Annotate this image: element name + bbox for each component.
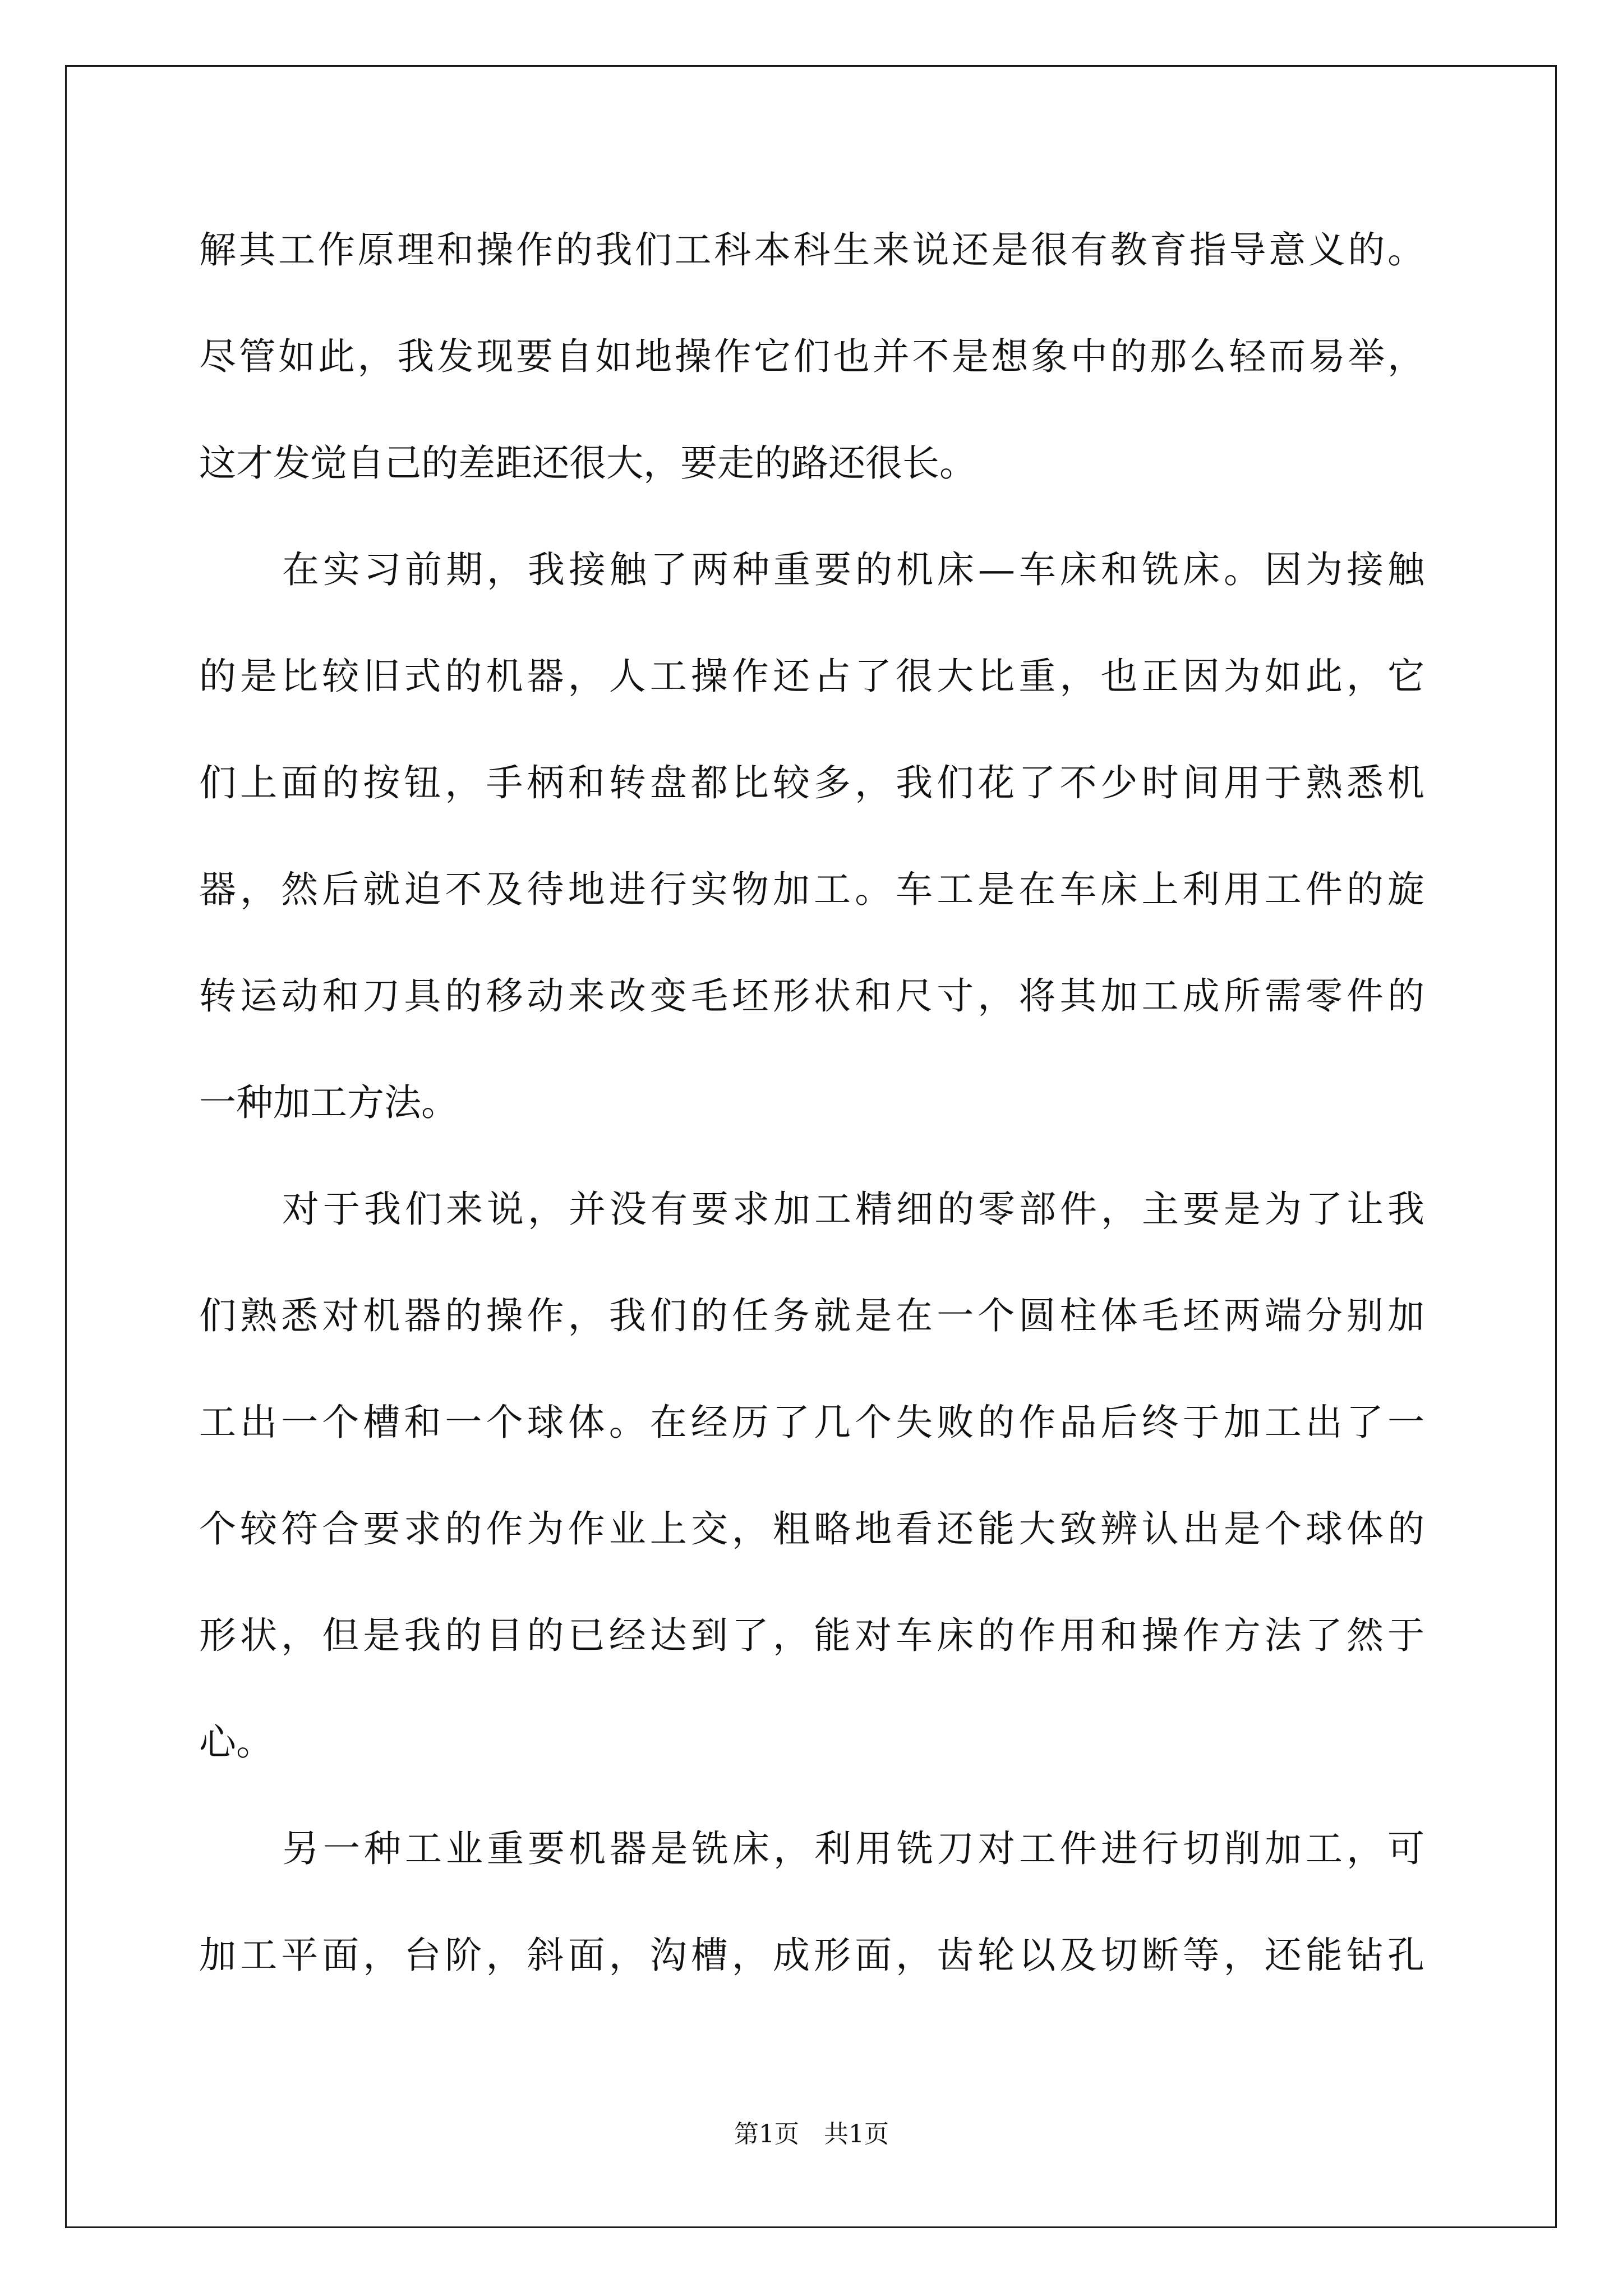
text-line: 心。 (199, 1720, 273, 1764)
text-line: 形状，但是我的目的已经达到了，能对车床的作用和操作方法了然于 (199, 1614, 1424, 1657)
page-number-current: 第1页 (734, 2120, 799, 2148)
paragraph-first-line: 对于我们来说，并没有要求加工精细的零部件，主要是为了让我 (282, 1188, 1424, 1231)
page-number-total: 共1页 (824, 2120, 889, 2148)
text-line: 一种加工方法。 (199, 1081, 458, 1124)
text-line: 转运动和刀具的移动来改变毛坯形状和尺寸，将其加工成所需零件的 (199, 974, 1424, 1018)
text-line: 尽管如此，我发现要自如地操作它们也并不是想象中的那么轻而易举， (199, 335, 1424, 378)
text-line: 个较符合要求的作为作业上交，粗略地看还能大致辨认出是个球体的 (199, 1507, 1424, 1550)
text-line: 加工平面，台阶，斜面，沟槽，成形面，齿轮以及切断等，还能钻孔 (199, 1934, 1424, 1977)
text-line: 们熟悉对机器的操作，我们的任务就是在一个圆柱体毛坯两端分别加 (199, 1294, 1424, 1337)
paragraph-first-line: 另一种工业重要机器是铣床，利用铣刀对工件进行切削加工，可 (282, 1827, 1424, 1870)
document-body (199, 197, 1424, 2009)
paragraph-first-line: 在实习前期，我接触了两种重要的机床—车床和铣床。因为接触 (282, 548, 1424, 591)
text-line: 解其工作原理和操作的我们工科本科生来说还是很有教育指导意义的。 (199, 228, 1424, 272)
text-line: 们上面的按钮，手柄和转盘都比较多，我们花了不少时间用于熟悉机 (199, 761, 1424, 804)
page-footer (0, 2118, 1623, 2151)
text-line: 的是比较旧式的机器，人工操作还占了很大比重，也正因为如此，它 (199, 655, 1424, 698)
text-line: 这才发觉自己的差距还很大，要走的路还很长。 (199, 441, 976, 485)
text-line: 器，然后就迫不及待地进行实物加工。车工是在车床上利用工件的旋 (199, 868, 1424, 911)
text-line: 工出一个槽和一个球体。在经历了几个失败的作品后终于加工出了一 (199, 1401, 1424, 1444)
